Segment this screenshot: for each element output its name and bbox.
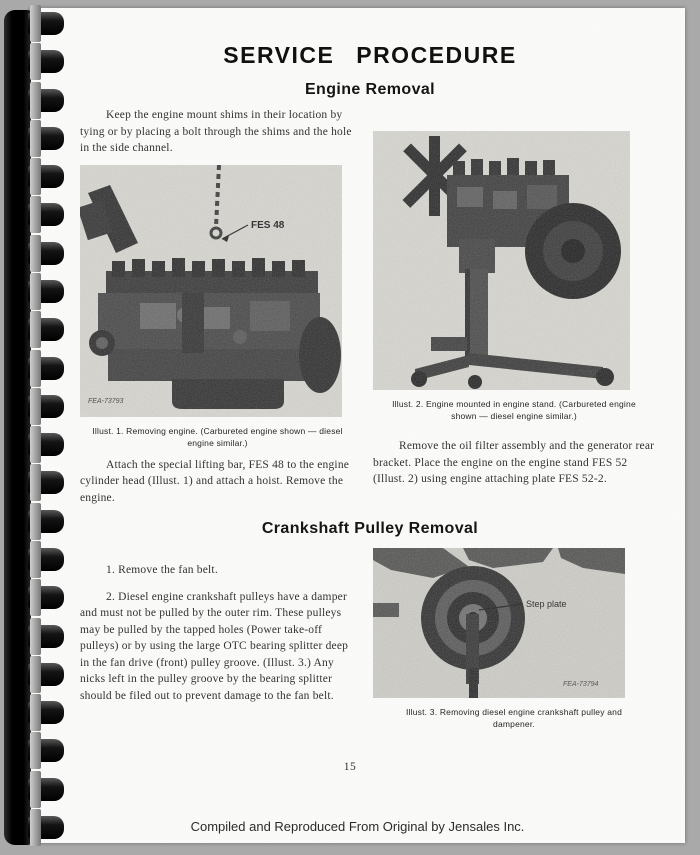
binding-tooth: [28, 357, 64, 380]
binding-tooth: [28, 816, 64, 839]
binding-tooth: [28, 127, 64, 150]
binding-tooth: [28, 586, 64, 609]
binding-spine: [4, 10, 31, 845]
fes48-label: FES 48: [251, 219, 285, 231]
footer-credit: Compiled and Reproduced From Original by Jensales Inc.: [190, 819, 525, 834]
binding-tooth: [28, 50, 64, 73]
engine-removal-columns: [80, 107, 660, 506]
step-2: 2. Diesel engine crankshaft pulleys have a damper and must not be pulled by the outer rim. These pulleys may be pulled by the tapped holes (Power take-off pulleys) or by using the large OTC bearing splitter deep in the fan drive (front) pulley groove. (Illust. 3.) Any nicks left in the pulley groove by the bearing splitter should be filed out to prevent damage to the fan belt.: [80, 590, 349, 702]
binding-tooth: [28, 280, 64, 303]
photo-grain: [373, 131, 630, 390]
right-column-illust3: [373, 546, 655, 730]
page-title: SERVICE PROCEDURE: [223, 42, 517, 68]
illustration-2: [373, 131, 655, 390]
manual-page: [30, 8, 685, 843]
illust-2-photo: [373, 131, 630, 390]
binding-tooth: [28, 203, 64, 226]
binding-tooth: [28, 89, 64, 112]
photo-grain: [373, 548, 625, 698]
step-plate-label: Step plate: [526, 599, 567, 609]
binding-tooth: [28, 663, 64, 686]
binding-tooth: [28, 471, 64, 494]
binding-tooth: [28, 318, 64, 341]
binding-tooth: [28, 701, 64, 724]
illust-2-photo-id: FEA-73762: [561, 370, 597, 377]
illust-1-caption: Illust. 1. Removing engine. (Carbureted engine shown — diesel engine similar.): [92, 425, 343, 448]
binding-tooth: [28, 778, 64, 801]
illust-2-caption: Illust. 2. Engine mounted in engine stand. (Carbureted engine shown — diesel engine similar.): [392, 399, 636, 421]
binding-tooth: [28, 548, 64, 571]
binding-tooth: [28, 739, 64, 762]
binding-tooth: [28, 625, 64, 648]
intro-paragraph: Keep the engine mount shims in their location by tying or by placing a bolt through the shims and the hole in the side channel.: [80, 109, 352, 154]
section-heading-crankshaft: Crankshaft Pulley Removal: [261, 520, 479, 537]
comb-binding: [4, 10, 64, 845]
page-number: 15: [343, 761, 357, 773]
illust-1-photo: [80, 165, 342, 417]
left-column: [80, 107, 355, 506]
binding-tooth: [28, 165, 64, 188]
binding-tooth: [28, 12, 64, 35]
binding-teeth: [28, 12, 64, 839]
binding-tooth: [28, 395, 64, 418]
binding-tooth: [28, 510, 64, 533]
crankshaft-columns: [80, 546, 660, 730]
binding-tooth: [28, 433, 64, 456]
attach-paragraph: Attach the special lifting bar, FES 48 to the engine cylinder head (Illust. 1) and attach a hoist. Remove the engine.: [80, 458, 350, 504]
binding-tooth: [28, 242, 64, 265]
illust-1-photo-id: FEA-73793: [88, 397, 124, 405]
oil-filter-paragraph: Remove the oil filter assembly and the generator rear bracket. Place the engine on the engine stand FES 52 (Illust. 2) using engine attaching plate FES 52-2.: [373, 440, 655, 485]
right-column: [373, 107, 655, 506]
illustration-3: [373, 548, 655, 698]
page-content: [80, 8, 660, 843]
illust-3-photo-id: FEA-73794: [563, 681, 599, 688]
section-heading-engine-removal: Engine Removal: [304, 81, 436, 98]
illust-3-caption: Illust. 3. Removing diesel engine crankshaft pulley and dampener.: [405, 707, 623, 729]
step-1: 1. Remove the fan belt.: [106, 564, 218, 576]
illustration-1: [80, 165, 355, 417]
illust-3-photo: [373, 548, 625, 698]
photo-grain: [80, 165, 342, 417]
left-column-steps: [80, 546, 355, 730]
